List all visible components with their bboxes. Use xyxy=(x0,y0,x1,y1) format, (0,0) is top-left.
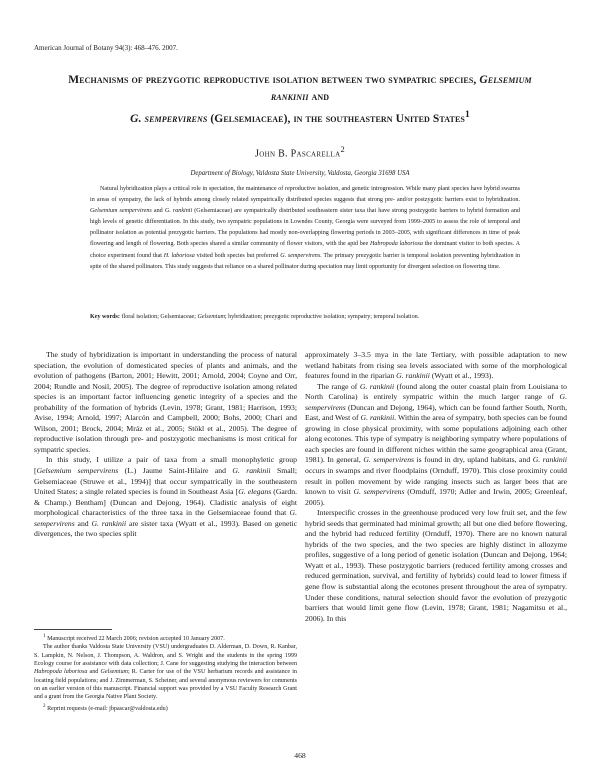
species-name: G. sempervirens xyxy=(353,487,405,497)
footnote-species: Habropoda laboriosa xyxy=(34,669,88,676)
body-text: (found along the outer coastal plain from Louisiana to North Carolina) is entirely sympatric within the much larger range of xyxy=(305,381,567,402)
species-name: G. rankinii xyxy=(532,455,568,465)
page-number: 468 xyxy=(294,751,306,760)
journal-citation: American Journal of Botany 94(3): 468–476. 2007. xyxy=(34,44,178,52)
title-part-2: and xyxy=(311,91,330,103)
body-text: (L.) Jaume Saint-Hilaire and xyxy=(124,466,226,476)
footnote-text: ; R. Carter for use of the VSU herbarium records and assistance in locating field populations; and J. Zimmerman, S. Scheiner, and several anonymous reviewers for comments on an earlier version of this manuscript. Financial support was provided by a VSU Faculty Research Grant and a grant from the Georgia Native Plant Society. xyxy=(34,669,297,701)
article-title xyxy=(60,72,540,128)
abstract-species: G. sempervirens. xyxy=(280,252,322,259)
right-column xyxy=(305,350,567,624)
keywords-genus: Gelsemium xyxy=(197,314,225,320)
body-text: (Wyatt et al., 1993). xyxy=(431,371,494,381)
keywords xyxy=(90,312,520,323)
abstract-species: G. rankinii xyxy=(164,208,193,215)
abstract-text: visited both species but preferred xyxy=(196,252,279,259)
keywords-text: ; hybridization; prezygotic reproductive isolation; sympatry; temporal isolation. xyxy=(224,314,420,320)
body-paragraph xyxy=(34,455,297,539)
abstract-species: Gelsemium sempervirens xyxy=(90,208,152,215)
body-text: The range of xyxy=(317,381,358,391)
footnote-species: Gelsemium xyxy=(100,669,128,676)
title-species-2: G. sempervirens xyxy=(130,112,208,125)
body-text: are sister taxa (Wyatt et al., 1993). Based on genetic divergences, the two species split xyxy=(34,518,298,539)
abstract-species: Habropoda laboriosa xyxy=(369,241,423,248)
abstract-species: H. laboriosa xyxy=(163,252,195,259)
species-name: G. sempervirens xyxy=(363,455,415,465)
footnote-text: Manuscript received 22 March 2006; revision accepted 10 January 2007. xyxy=(47,636,225,643)
abstract-text: (Gelsemiaceae) are sympatrically distributed southeastern sister taxa that have strong postzygotic barriers to hybrid formation and high levels of genetic differentiation. In this study, two sympatric populations in Lowndes County, Georgia were surveyed from 1999–2005 to assess the role of temporal and pollinator isolation as potential prezygotic barriers. The populations had mostly non-overlapping flowering periods in 2003–2005, with significant differences in time of peak flowering and length of flowering. Both species shared a similar community of flower visitors, with the apid bee xyxy=(90,208,520,248)
body-text: approximately 3–3.5 mya in the late Tertiary, with possible adaptation to new wetland habitats from rising sea levels associated with some of the morphological features found in the riparian xyxy=(305,350,567,381)
author-affiliation: Department of Biology, Valdosta State University, Valdosta, Georgia 31698 USA xyxy=(190,170,410,177)
body-paragraph: Interspecific crosses in the greenhouse produced very low fruit set, and the few hybrid seeds that germinated had minimal growth; all but one died before flowering, and the hybrid had reduced fertility (Ornduff, 1970). There are no known natural hybrids of the two species, and the two species are highly distinct in allozyme profiles, suggestive of a long period of genetic isolation (Duncan and Dejong, 1964; Wyatt et al., 1993). These postzygotic barriers (reduced fertility among crosses and reduced germination, survival, and fertility of hybrids) could lead to lower fitness if gene flow is substantial along the ecotones present throughout the area of sympatry. Under these conditions, natural selection should favor the evolution of prezygotic barriers that would limit gene flow (Levin, 1978; Grant, 1981; Nagamitsu et al., 2006). In this xyxy=(305,508,567,623)
author-line xyxy=(0,145,600,159)
species-name: G. sempervirens xyxy=(34,508,297,528)
title-footnote-mark: 1 xyxy=(464,109,470,120)
body-text: In this study, I utilize a pair of taxa from a small monophyletic group [ xyxy=(34,455,297,476)
author-footnote-mark: 2 xyxy=(340,145,345,154)
body-text: Within the area of sympatry, both species can be found growing in close physical proximity, with some populations adjoining each other along ecotones. This type of sympatry is neighboring sympatry where populations of each species are found in different niches within the same geographical area (Grant, 1981). In general, xyxy=(305,413,567,465)
footnotes xyxy=(34,632,297,713)
footnote-1b xyxy=(34,643,297,701)
body-paragraph xyxy=(305,382,567,509)
keywords-label: Key words: xyxy=(90,314,120,320)
title-species-1: Gelsemium rankinii xyxy=(270,74,532,103)
species-name: G. rankinii. xyxy=(360,413,397,423)
body-text: occurs in swamps and river floodplains (Ornduff, 1970). This close proximity could result in pollen movement by wide ranging insects such as larger bees that are known to visit xyxy=(305,466,567,497)
keywords-text: floral isolation; Gelsemiaceae; xyxy=(121,314,196,320)
footnote-1a xyxy=(34,632,297,643)
footnote-divider xyxy=(34,629,112,630)
footnote-mark: 1 xyxy=(43,633,46,639)
body-text: and xyxy=(77,518,89,528)
left-column xyxy=(34,350,297,540)
body-text: (Duncan and Dejong, 1964), which can be found farther South, North, East, and West of xyxy=(305,402,568,423)
footnote-2 xyxy=(34,702,297,713)
species-name: G. rankinii xyxy=(359,381,395,391)
body-paragraph: The study of hybridization is important in understanding the process of natural speciation, the evolution of domesticated species of plants and animals, and the evolution of pathogens (Barton, 2001; Hewitt, 2001; Arnold, 2004; Coyne and Orr, 2004; Rundle and Nosil, 2005). The degree of reproductive isolation among related species is an important factor influencing genetic integrity of a species and the probability of the formation of hybrids (Levin, 1978; Grant, 1981; Harrison, 1993; Avise, 1994; Arnold, 1997; Alarcón and Campbell, 2000; Bohs, 2000; Chari and Wilson, 2001; Brock, 2004; Mráz et al., 2005; Stökl et al., 2005). The degree of reproductive isolation through pre- and postzygotic mechanisms is most critical for sympatric species. xyxy=(34,350,297,454)
species-name: G. elegans xyxy=(238,487,272,497)
footnote-text: and xyxy=(89,669,99,676)
body-paragraph xyxy=(305,350,567,382)
body-text: (Ornduff, 1970; Adler and Irwin, 2005; Greenleaf, 2005). xyxy=(305,487,567,507)
title-part-1: Mechanisms of prezygotic reproductive isolation between two sympatric species, xyxy=(68,74,477,86)
species-name: Gelsemium sempervirens xyxy=(36,466,119,476)
footnote-mark: 2 xyxy=(43,702,46,709)
body-text: is found in dry, upland habitats, and xyxy=(416,455,531,465)
species-name: G. rankinii xyxy=(396,371,430,381)
body-text: (Gardn. & Champ.) Bentham] (Duncan and Dejong, 1964). Cladistic analysis of eight morphological characteristics of the three taxa in the Gelsemiaceae found that xyxy=(34,487,297,518)
abstract-text: The primary prezygotic barrier is temporal isolation preventing hybridization in spite of the shared pollinators. This study suggests that reliance on a shared pollinator during speciation may limit opportunity for divergent selection on flowering time. xyxy=(90,252,520,270)
species-name: G. sempervirens xyxy=(305,392,568,412)
species-name: G. rankinii xyxy=(91,518,127,528)
body-text: Small; Gelsemiaceae (Struwe et al., 1994)] that occur sympatrically in the southeastern United States; a single related species is found in Southeast Asia [ xyxy=(34,466,298,497)
species-name: G. rankinii xyxy=(232,466,271,476)
abstract-text: Natural hybridization plays a critical role in speciation, the maintenance of reproductive isolation, and genetic introgression. While many plant species have hybrid swarms in areas of sympatry, the lack of hybrids among closely related sympatrically distributed species suggests that strong pre- and/or postzygotic barriers exist to hybridization. xyxy=(90,186,520,204)
footnote-text: Reprint requests (e-mail: jbpascar@valdosta.edu) xyxy=(47,705,168,712)
footnote-text: The author thanks Valdosta State University (VSU) undergraduates D. Alderman, D. Down, R. Kanbar, S. Lampkin, N. Nelson, J. Thompson, A. Waldron, and S. Wright and the students in the spring 1999 Ecology course for assistance with data collection; J. Cane for suggesting studying the interaction between xyxy=(34,644,297,668)
author-name: John B. Pascarella xyxy=(255,148,341,160)
abstract-text: and xyxy=(153,208,163,215)
abstract xyxy=(90,184,520,273)
abstract-text: the dominant visitor to both species. A choice experiment found that xyxy=(90,241,521,259)
title-part-3: (Gelsemiaceae), in the southeastern United States xyxy=(210,112,465,125)
